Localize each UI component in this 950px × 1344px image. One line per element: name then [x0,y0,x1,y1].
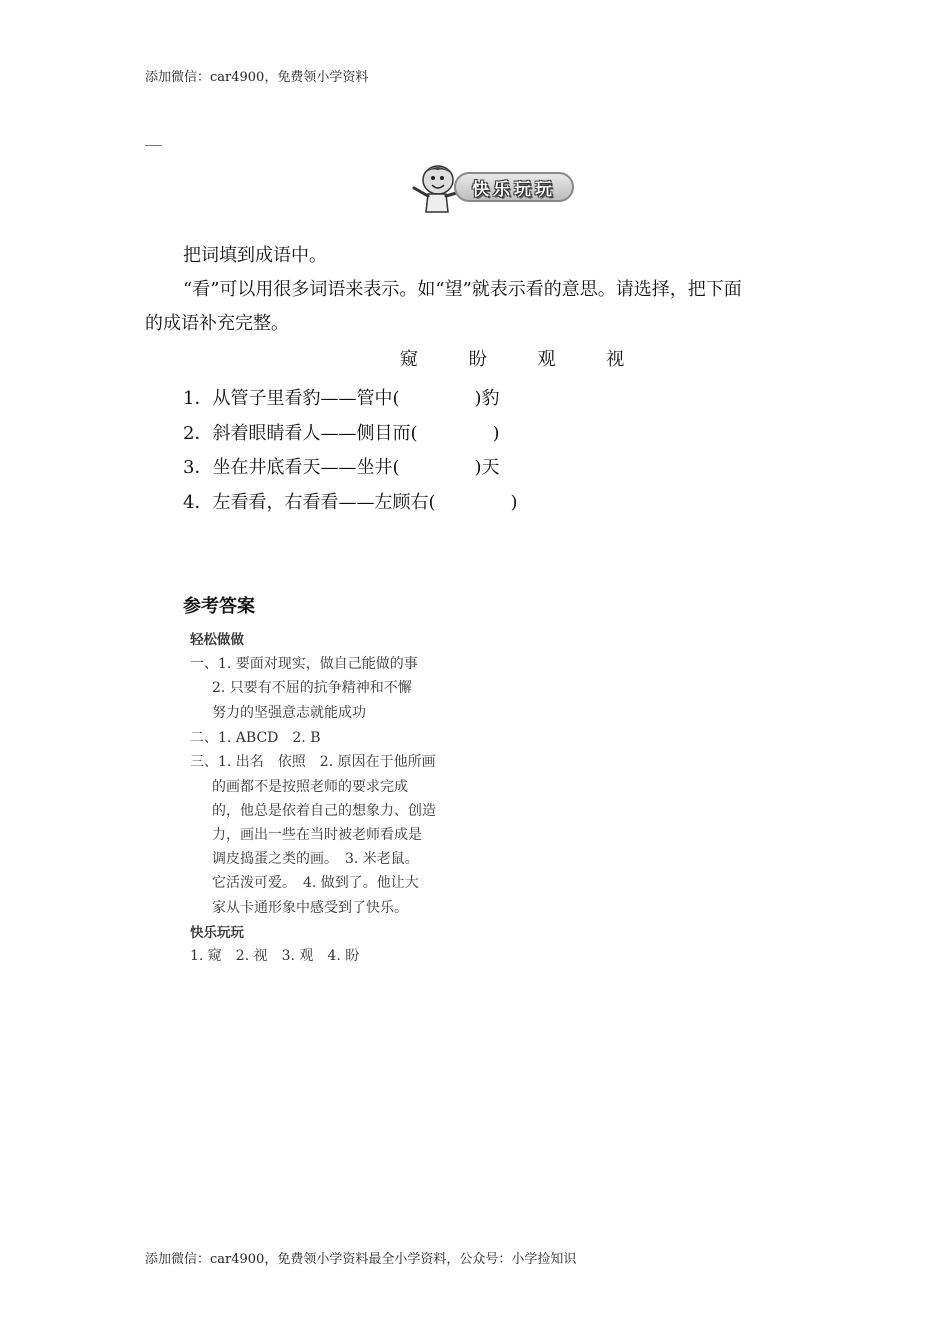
exercise-item [183,488,518,514]
answer-line: 二、1. ABCD 2. B [190,730,321,746]
banner-pill [454,172,574,202]
answer-line: 2. 只要有不屈的抗争精神和不懈 [212,680,412,696]
choice-word: 视 [606,349,625,370]
item-prompt: 3．坐在井底看天——坐井( [183,457,400,478]
exercise-instruction: 把词填到成语中。 [183,245,327,266]
word-choices [400,345,669,371]
exercise-item [183,419,500,445]
answer-line: 一、1. 要面对现实，做自己能做的事 [190,656,418,672]
item-suffix: ) [492,423,500,444]
answer-line: 的画都不是按照老师的要求完成 [212,779,408,795]
item-suffix: )豹 [474,388,500,409]
choice-word: 窥 [400,349,418,370]
choice-word: 盼 [468,349,487,370]
exercise-description-line2: 的成语补充完整。 [145,313,289,334]
answer-line: 三、1. 出名 依照 2. 原因在于他所画 [190,754,436,770]
divider [145,145,162,146]
answer-key [186,624,436,969]
answer-line: 1. 窥 2. 视 3. 观 4. 盼 [190,948,360,964]
header-note: 添加微信：car4900，免费领小学资料 [145,70,369,85]
exercise-item [183,384,500,410]
answer-line: 家从卡通形象中感受到了快乐。 [212,900,408,916]
exercise-description-line1: “看”可以用很多词语来表示。如“望”就表示看的意思。请选择，把下面 [183,279,742,300]
item-suffix: ) [510,492,518,513]
exercise-item [183,453,500,479]
answer-line: 努力的坚强意志就能成功 [212,705,366,721]
answer-line: 力，画出一些在当时被老师看成是 [212,827,422,843]
item-prompt: 1．从管子里看豹——管中( [183,388,400,409]
section-banner [408,158,576,214]
answer-line: 它活泼可爱。 4. 做到了。他让大 [212,875,419,891]
answer-line: 调皮捣蛋之类的画。 3. 米老鼠。 [212,851,419,867]
answer-line: 的，他总是依着自己的想象力、创造 [212,803,436,819]
answers-title: 参考答案 [183,596,255,617]
answer-section-title: 快乐玩玩 [190,925,244,941]
choice-word: 观 [537,349,556,370]
banner-title: 快乐玩玩 [472,179,556,200]
answer-section-title: 轻松做做 [190,632,244,648]
item-suffix: )天 [474,457,500,478]
item-prompt: 2．斜着眼睛看人——侧目而( [183,423,418,444]
item-prompt: 4．左看看，右看看——左顾右( [183,492,436,513]
footer-note: 添加微信：car4900，免费领小学资料最全小学资料，公众号：小学捡知识 [145,1252,577,1267]
